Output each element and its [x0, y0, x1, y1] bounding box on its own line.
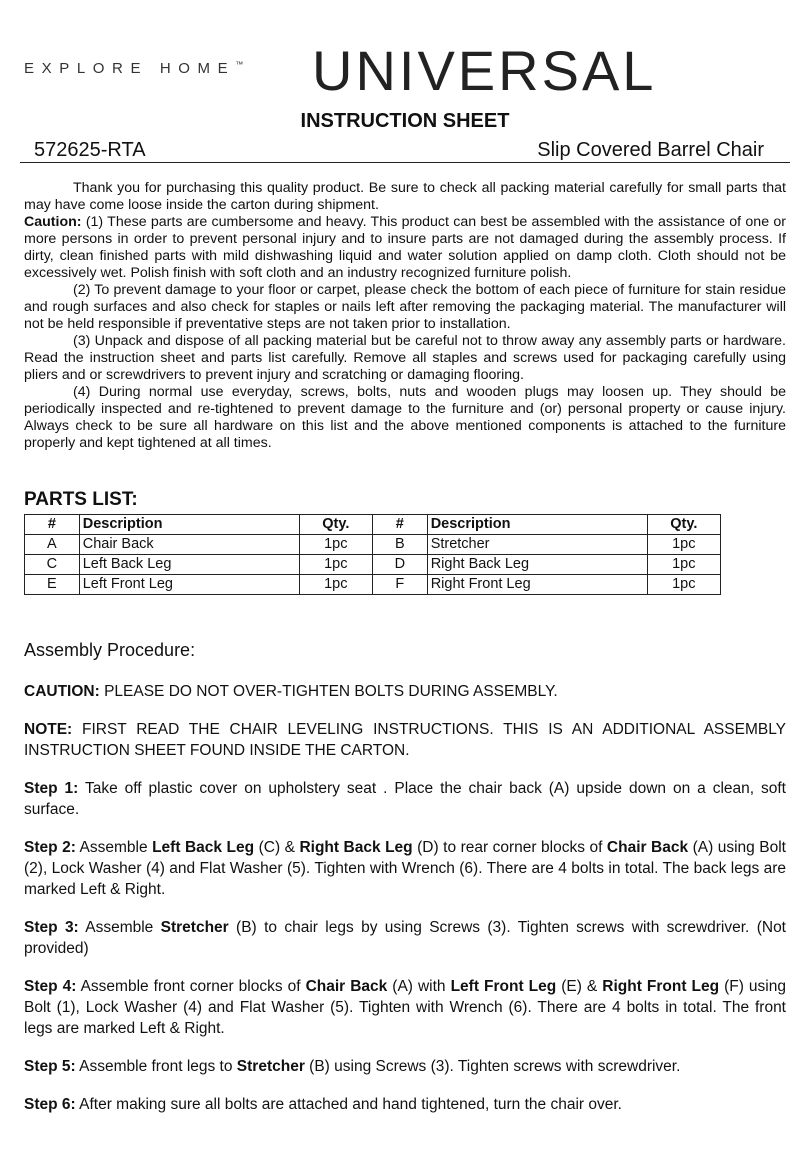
brand-tagline: EXPLORE HOME™ — [24, 60, 244, 77]
product-name: Slip Covered Barrel Chair — [537, 139, 764, 161]
part-id: C — [25, 555, 80, 575]
parts-table — [24, 514, 721, 595]
part-qty: 1pc — [647, 535, 720, 555]
part-description: Chair Back — [79, 535, 299, 555]
part-qty: 1pc — [299, 535, 372, 555]
part-qty: 1pc — [299, 555, 372, 575]
step-4: Step 4: Assemble front corner blocks of Chair Back (A) with Left Front Leg (E) & Right Front Leg (F) using Bolt (1), Lock Washer (4) and Flat Washer (5). Tighten with Wrench (6). There are 4 bolts in total. The front legs are marked Left & Right. — [24, 978, 786, 1037]
assembly-note: NOTE: FIRST READ THE CHAIR LEVELING INSTRUCTIONS. THIS IS AN ADDITIONAL ASSEMBLY INSTRUCTION SHEET FOUND INSIDE THE CARTON. — [24, 721, 786, 759]
part-id: E — [25, 575, 80, 595]
part-description: Right Front Leg — [427, 575, 647, 595]
col-num: # — [372, 515, 427, 535]
step-2: Step 2: Assemble Left Back Leg (C) & Right Back Leg (D) to rear corner blocks of Chair Back (A) using Bolt (2), Lock Washer (4) and Flat Washer (5). Tighten with Wrench (6). There are 4 bolts in total. The back legs are marked Left & Right. — [24, 839, 786, 898]
part-id: B — [372, 535, 427, 555]
part-qty: 1pc — [647, 555, 720, 575]
assembly-caution: CAUTION: PLEASE DO NOT OVER-TIGHTEN BOLTS DURING ASSEMBLY. — [24, 683, 558, 700]
caution-3: (3) Unpack and dispose of all packing material but be careful not to throw away any assembly parts or hardware. Read the instruction sheet and parts list carefully. Remove all staples and screws used for packaging carefully using pliers and or screwdrivers to prevent injury and scratching or damaging flooring. — [24, 333, 786, 383]
step-6: Step 6: After making sure all bolts are attached and hand tightened, turn the chair over. — [24, 1096, 622, 1113]
intro-section — [24, 180, 786, 452]
part-description: Left Front Leg — [79, 575, 299, 595]
model-row — [20, 134, 790, 163]
part-description: Right Back Leg — [427, 555, 647, 575]
step-1: Step 1: Take off plastic cover on upholstery seat . Place the chair back (A) upside down on a clean, soft surface. — [24, 780, 786, 818]
caution-2: (2) To prevent damage to your floor or carpet, please check the bottom of each piece of furniture for stain residue and rough surfaces and also check for staples or nails left after removing the packaging material. The manufacturer will not be held responsible if preventative steps are not taken prior to installation. — [24, 282, 786, 332]
caution-label: Caution: — [24, 214, 82, 230]
part-description: Stretcher — [427, 535, 647, 555]
model-number: 572625-RTA — [34, 139, 146, 161]
thank-you-text: Thank you for purchasing this quality product. Be sure to check all packing material carefully for small parts that may have come loose inside the carton during shipment. — [24, 180, 786, 213]
assembly-title: Assembly Procedure: — [24, 640, 196, 660]
brand-logo — [22, 39, 662, 102]
col-num: # — [25, 515, 80, 535]
step-5: Step 5: Assemble front legs to Stretcher (B) using Screws (3). Tighten screws with screwdriver. — [24, 1058, 681, 1075]
col-qty: Qty. — [647, 515, 720, 535]
assembly-section — [24, 640, 786, 1132]
step-3: Step 3: Assemble Stretcher (B) to chair legs by using Screws (3). Tighten screws with screwdriver. (Not provided) — [24, 919, 786, 957]
table-row — [25, 575, 721, 595]
table-row — [25, 555, 721, 575]
part-qty: 1pc — [299, 575, 372, 595]
part-description: Left Back Leg — [79, 555, 299, 575]
part-id: A — [25, 535, 80, 555]
sheet-title: INSTRUCTION SHEET — [300, 110, 510, 132]
parts-list-title: PARTS LIST: — [24, 489, 138, 510]
part-qty: 1pc — [647, 575, 720, 595]
caution-1: Caution: (1) These parts are cumbersome and heavy. This product can best be assembled with the assistance of one or more persons in order to prevent personal injury and to insure parts are not damaged during the assembly process. If dirty, clean finished parts with mild dishwashing liquid and water solution applied on damp cloth. Cloth should not be excessively wet. Polish finish with soft cloth and an industry recognized furniture polish. — [24, 214, 786, 281]
part-id: F — [372, 575, 427, 595]
col-description: Description — [427, 515, 647, 535]
table-row — [25, 535, 721, 555]
col-qty: Qty. — [299, 515, 372, 535]
sheet-header — [20, 108, 790, 163]
part-id: D — [372, 555, 427, 575]
caution-4: (4) During normal use everyday, screws, bolts, nuts and wooden plugs may loosen up. They should be periodically inspected and re-tightened to prevent damage to the furniture and (or) personal property or cause injury. Always check to be sure all hardware on this list and the above mentioned components is attached to the furniture properly and kept tightened at all times. — [24, 384, 786, 451]
col-description: Description — [79, 515, 299, 535]
parts-header-row — [25, 515, 721, 535]
brand-name: UNIVERSAL — [312, 39, 657, 102]
